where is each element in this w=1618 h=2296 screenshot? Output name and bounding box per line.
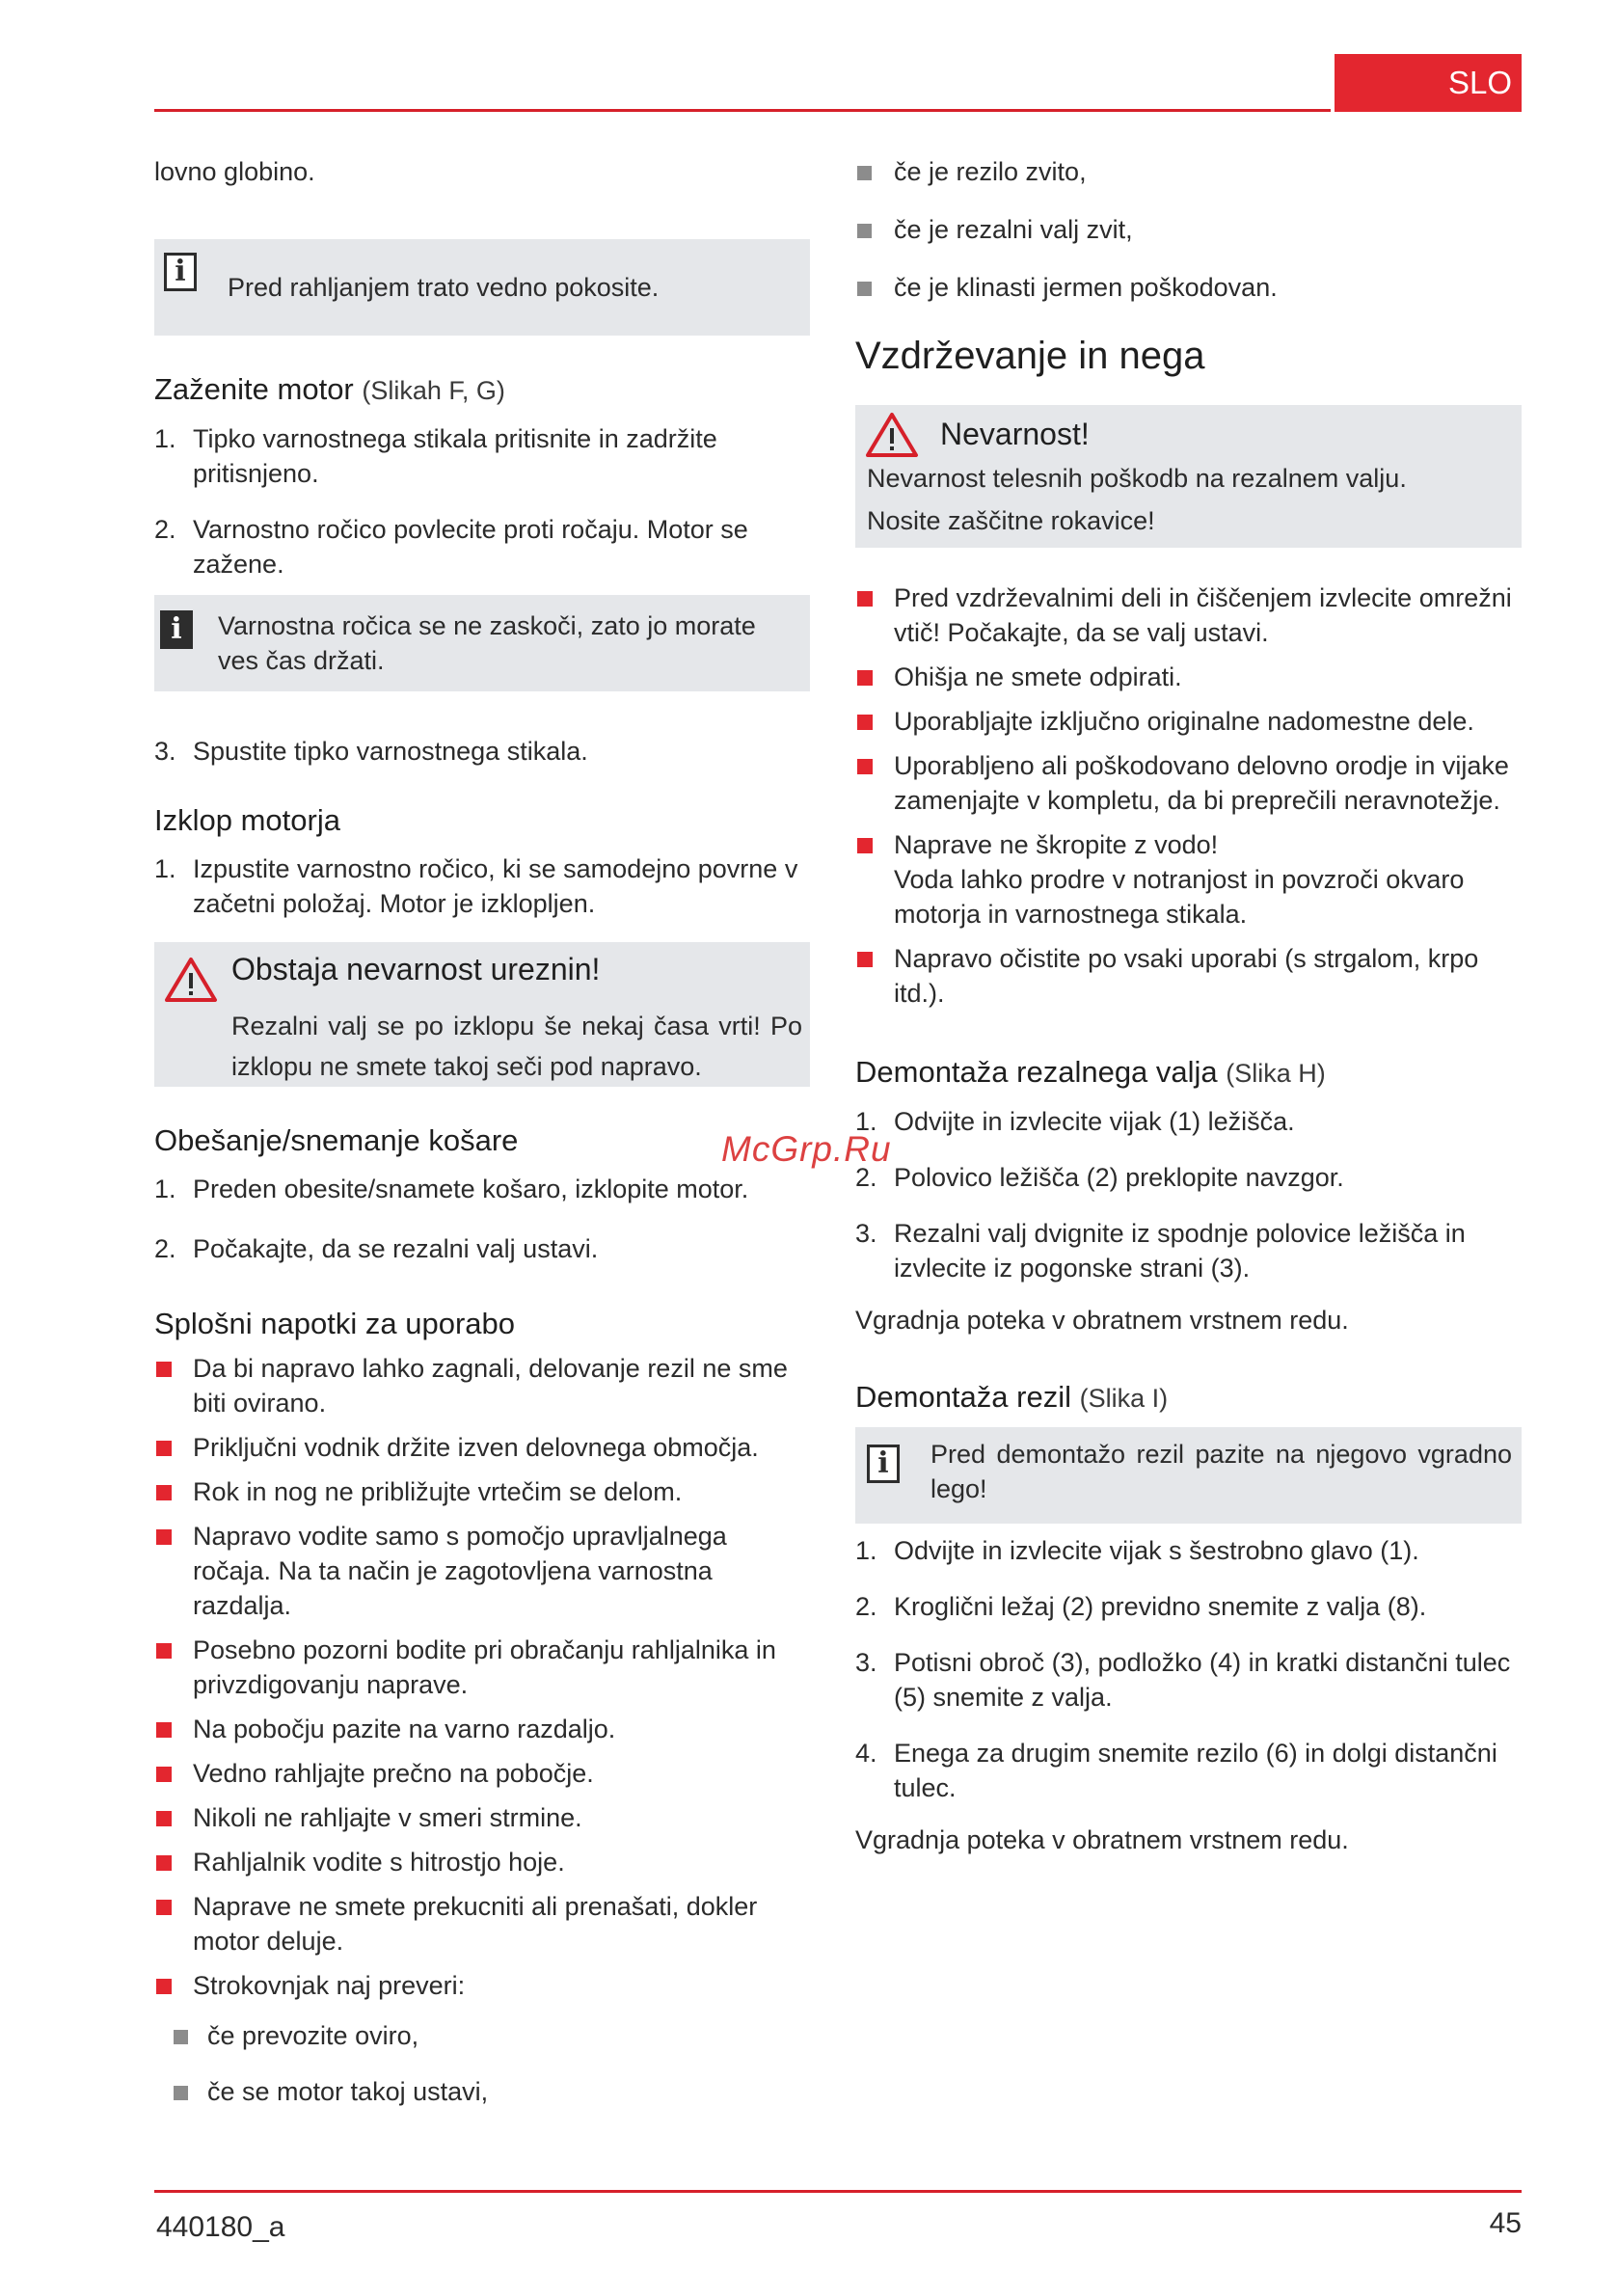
right-column xyxy=(855,154,1522,1857)
list-item: Uporabljeno ali poškodovano delovno orodje in vijake zamenjajte v kompletu, da bi preprečili neravnotežje. xyxy=(855,748,1522,818)
section-title-start-motor: Zaženite motor (Slikah F, G) xyxy=(154,372,505,406)
warning-box-cut xyxy=(154,942,810,1087)
section-title-blades: Demontaža rezil (Slika I) xyxy=(855,1380,1169,1414)
continuation-text: lovno globino. xyxy=(154,157,315,186)
check-sublist-continued xyxy=(855,154,1522,305)
list-item: Priključni vodnik držite izven delovnega območja. xyxy=(154,1430,810,1465)
section-title-stop-motor: Izklop motorja xyxy=(154,803,340,837)
list-item: Napravo očistite po vsaki uporabi (s strgalom, krpo itd.). xyxy=(855,941,1522,1011)
list-item: Ohišja ne smete odpirati. xyxy=(855,660,1522,694)
list-item: Pred vzdrževalnimi deli in čiščenjem izvlecite omrežni vtič! Počakajte, da se valj ustavi. xyxy=(855,581,1522,650)
list-item: Strokovnjak naj preveri: xyxy=(154,1968,810,2003)
watermark: McGrp.Ru xyxy=(721,1129,892,1169)
list-item: 1. Odvijte in izvlecite vijak (1) ležišča. xyxy=(855,1107,1295,1136)
list-item: Da bi napravo lahko zagnali, delovanje rezil ne sme biti ovirano. xyxy=(154,1351,810,1420)
section-title-maintenance: Vzdrževanje in nega xyxy=(855,335,1205,377)
left-column xyxy=(154,154,810,2109)
blades-reassembly: Vgradnja poteka v obratnem vrstnem redu. xyxy=(855,1825,1349,1854)
list-item: Posebno pozorni bodite pri obračanju rahljalnika in privzdigovanju naprave. xyxy=(154,1633,810,1702)
note-text: Pred demontažo rezil pazite na njegovo vgradno lego! xyxy=(930,1440,1512,1503)
list-item: 4. Enega za drugim snemite rezilo (6) in dolgi distančni tulec. xyxy=(855,1739,1497,1802)
danger-title: Nevarnost! xyxy=(940,417,1090,451)
sub-list-item: če je rezilo zvito, xyxy=(855,154,1522,189)
list-item: 2. Varnostno ročico povlecite proti ročaju. Motor se zažene. xyxy=(154,515,748,579)
warning-title: Obstaja nevarnost ureznin! xyxy=(231,952,601,986)
roller-steps xyxy=(855,1104,1522,1285)
sub-list-item: če je rezalni valj zvit, xyxy=(855,212,1522,247)
check-sublist xyxy=(154,2018,810,2109)
info-note-lever xyxy=(154,595,810,691)
list-item: Uporabljajte izključno originalne nadomestne dele. xyxy=(855,704,1522,739)
list-item: 1. Tipko varnostnega stikala pritisnite in zadržite pritisnjeno. xyxy=(154,424,717,488)
water-detail: Voda lahko prodre v notranjost in povzroči okvaro motorja in varnostnega stikala. xyxy=(894,865,1465,929)
warning-triangle-icon xyxy=(164,956,218,1004)
list-item: 3. Spustite tipko varnostnega stikala. xyxy=(154,737,588,766)
section-title-basket: Obešanje/snemanje košare xyxy=(154,1123,519,1157)
warning-triangle-icon xyxy=(865,411,919,459)
sub-list-item: če prevozite oviro, xyxy=(154,2018,810,2053)
info-note-blades xyxy=(855,1427,1522,1524)
list-item: 2. Kroglični ležaj (2) previdno snemite z valja (8). xyxy=(855,1592,1427,1621)
list-item: 3. Rezalni valj dvignite iz spodnje polovice ležišča in izvlecite iz pogonske strani (3). xyxy=(855,1219,1466,1283)
start-motor-steps xyxy=(154,421,810,581)
warning-text: Rezalni valj se po izklopu še nekaj časa vrti! Po izklopu ne smete takoj seči pod napravo. xyxy=(231,1012,802,1081)
section-title-roller: Demontaža rezalnega valja (Slika H) xyxy=(855,1055,1326,1089)
blades-steps xyxy=(855,1533,1522,1805)
list-item: 1. Odvijte in izvlecite vijak s šestrobno glavo (1). xyxy=(855,1536,1419,1565)
info-icon: i xyxy=(164,253,197,291)
stop-motor-steps xyxy=(154,851,810,921)
list-item: 1. Izpustite varnostno ročico, ki se samodejno povrne v začetni položaj. Motor je izklopljen. xyxy=(154,854,798,918)
language-tab: SLO xyxy=(1335,54,1522,112)
header-rule xyxy=(154,109,1331,112)
info-icon: i xyxy=(160,610,193,649)
sub-list-item: če je klinasti jermen poškodovan. xyxy=(855,270,1522,305)
list-item: Na pobočju pazite na varno razdaljo. xyxy=(154,1712,810,1746)
general-list xyxy=(154,1351,810,2003)
footer-rule xyxy=(154,2190,1522,2193)
maintenance-list xyxy=(855,581,1522,1011)
basket-steps xyxy=(154,1172,810,1266)
list-item: Napravo vodite samo s pomočjo upravljalnega ročaja. Na ta način je zagotovljena varnostna razdalja. xyxy=(154,1519,810,1623)
list-item: 2. Počakajte, da se rezalni valj ustavi. xyxy=(154,1234,599,1263)
note-text: Pred rahljanjem trato vedno pokosite. xyxy=(228,273,660,302)
water-warning: Naprave ne škropite z vodo! xyxy=(894,830,1219,859)
info-note-mowing xyxy=(154,239,810,336)
danger-box xyxy=(855,405,1522,548)
list-item xyxy=(855,827,1522,932)
start-motor-step3 xyxy=(154,734,810,769)
sub-list-item: če se motor takoj ustavi, xyxy=(154,2074,810,2109)
doc-number: 440180_a xyxy=(156,2211,285,2243)
section-title-general: Splošni napotki za uporabo xyxy=(154,1307,515,1340)
list-item: Naprave ne smete prekucniti ali prenašati, dokler motor deluje. xyxy=(154,1889,810,1958)
list-item: 1. Preden obesite/snamete košaro, izklopite motor. xyxy=(154,1175,749,1203)
list-item: 3. Potisni obroč (3), podložko (4) in kratki distančni tulec (5) snemite z valja. xyxy=(855,1648,1511,1712)
list-item: Nikoli ne rahljajte v smeri strmine. xyxy=(154,1800,810,1835)
list-item: Rahljalnik vodite s hitrostjo hoje. xyxy=(154,1845,810,1879)
list-item: Rok in nog ne približujte vrtečim se delom. xyxy=(154,1474,810,1509)
note-text: Varnostna ročica se ne zaskoči, zato jo morate ves čas držati. xyxy=(218,611,756,675)
info-icon: i xyxy=(867,1445,900,1483)
roller-reassembly: Vgradnja poteka v obratnem vrstnem redu. xyxy=(855,1306,1349,1335)
danger-line-1: Nevarnost telesnih poškodb na rezalnem valju. xyxy=(867,464,1407,493)
danger-line-2: Nosite zaščitne rokavice! xyxy=(867,506,1155,535)
page-number: 45 xyxy=(1489,2207,1522,2239)
list-item: Vedno rahljajte prečno na pobočje. xyxy=(154,1756,810,1791)
list-item: 2. Polovico ležišča (2) preklopite navzgor. xyxy=(855,1163,1344,1192)
